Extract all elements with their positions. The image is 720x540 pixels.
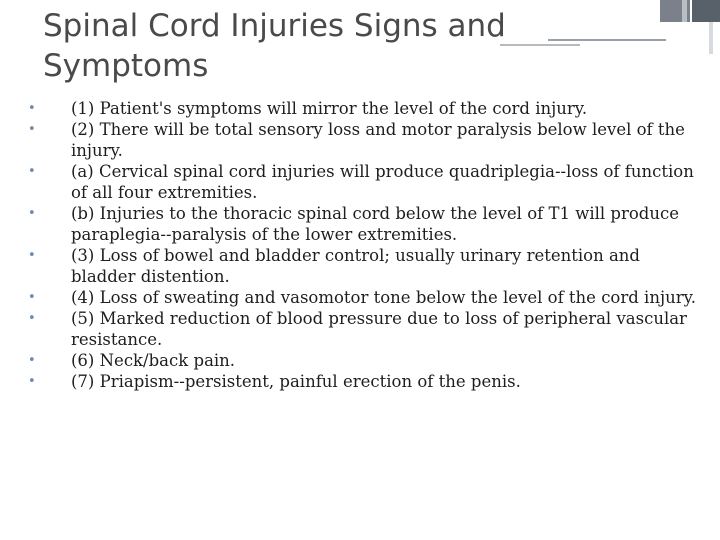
bullet-list	[28, 98, 700, 392]
bullet-text: (6) Neck/back pain.	[71, 351, 236, 370]
bullet-item	[28, 350, 700, 371]
bullet-icon: •	[28, 290, 36, 305]
slide-title-line1: Spinal Cord Injuries Signs and	[43, 8, 506, 44]
bullet-text: (4) Loss of sweating and vasomotor tone below the level of the cord injury.	[71, 288, 696, 307]
bullet-item	[28, 119, 700, 161]
bullet-item	[28, 161, 700, 203]
bullet-item	[28, 203, 700, 245]
slide-title	[43, 6, 603, 86]
bullet-icon: •	[28, 311, 36, 326]
bullet-icon: •	[28, 248, 36, 263]
bullet-text: (b) Injuries to the thoracic spinal cord below the level of T1 will produce paraplegia--paralysis of the lower extremities.	[71, 204, 680, 244]
bullet-text: (a) Cervical spinal cord injuries will produce quadriplegia--loss of function of all four extremities.	[71, 162, 694, 202]
corner-accent-stripe	[682, 0, 687, 22]
bullet-item	[28, 308, 700, 350]
bullet-icon: •	[28, 101, 36, 116]
bullet-icon: •	[28, 374, 36, 389]
corner-accent-block	[692, 0, 720, 22]
bullet-text: (1) Patient's symptoms will mirror the level of the cord injury.	[71, 99, 588, 118]
bullet-text: (5) Marked reduction of blood pressure due to loss of peripheral vascular resistance.	[71, 309, 687, 349]
bullet-icon: •	[28, 206, 36, 221]
bullet-item	[28, 245, 700, 287]
corner-accent-line	[709, 22, 713, 54]
bullet-text: (2) There will be total sensory loss and motor paralysis below level of the injury.	[71, 120, 685, 160]
slide-title-line2: Symptoms	[43, 48, 209, 84]
bullet-icon: •	[28, 164, 36, 179]
bullet-icon: •	[28, 353, 36, 368]
bullet-icon: •	[28, 122, 36, 137]
bullet-item	[28, 287, 700, 308]
bullet-item	[28, 98, 700, 119]
bullet-text: (7) Priapism--persistent, painful erection of the penis.	[71, 372, 521, 391]
bullet-item	[28, 371, 700, 392]
bullet-text: (3) Loss of bowel and bladder control; usually urinary retention and bladder distention.	[71, 246, 640, 286]
